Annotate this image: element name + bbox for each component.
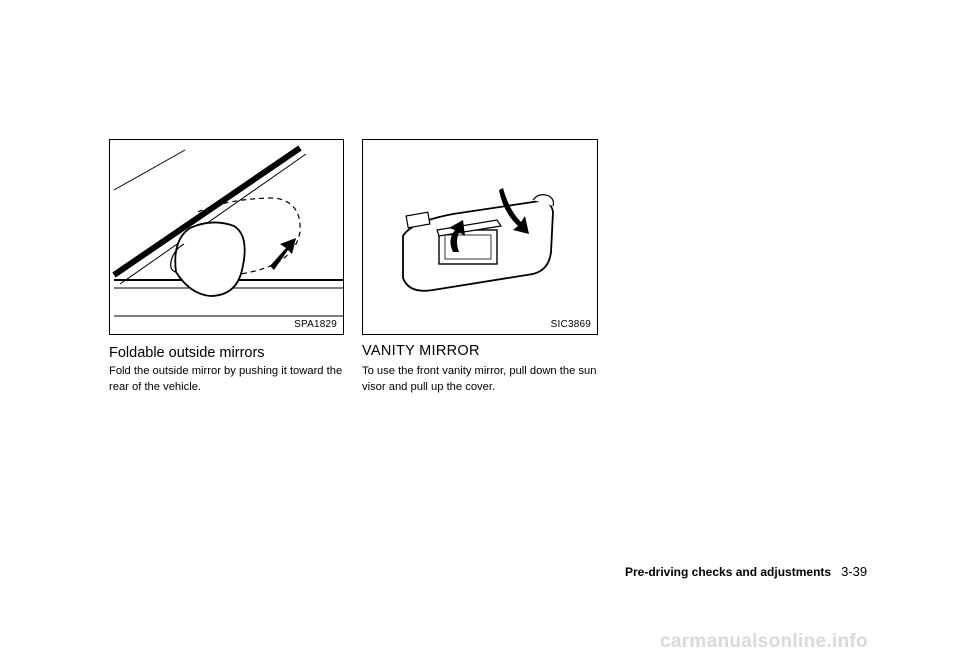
page-number: 3-39 [841, 564, 868, 579]
figure-code: SPA1829 [294, 319, 337, 330]
page-footer [625, 564, 867, 579]
sun-visor-drawing [363, 140, 597, 334]
body-paragraph: Fold the outside mirror by pushing it toward the rear of the vehicle. [109, 365, 343, 393]
folding-mirror-drawing [110, 140, 343, 334]
footer-section-title: Pre-driving checks and adjustments [625, 565, 832, 579]
section-heading: VANITY MIRROR [362, 343, 480, 359]
outside-mirror-illustration [109, 139, 344, 335]
vanity-mirror-illustration [362, 139, 598, 335]
body-paragraph: To use the front vanity mirror, pull down the sun visor and pull up the cover. [362, 365, 597, 393]
figure-code: SIC3869 [550, 319, 591, 330]
section-heading: Foldable outside mirrors [109, 345, 265, 361]
watermark: carmanualsonline.info [660, 631, 868, 652]
